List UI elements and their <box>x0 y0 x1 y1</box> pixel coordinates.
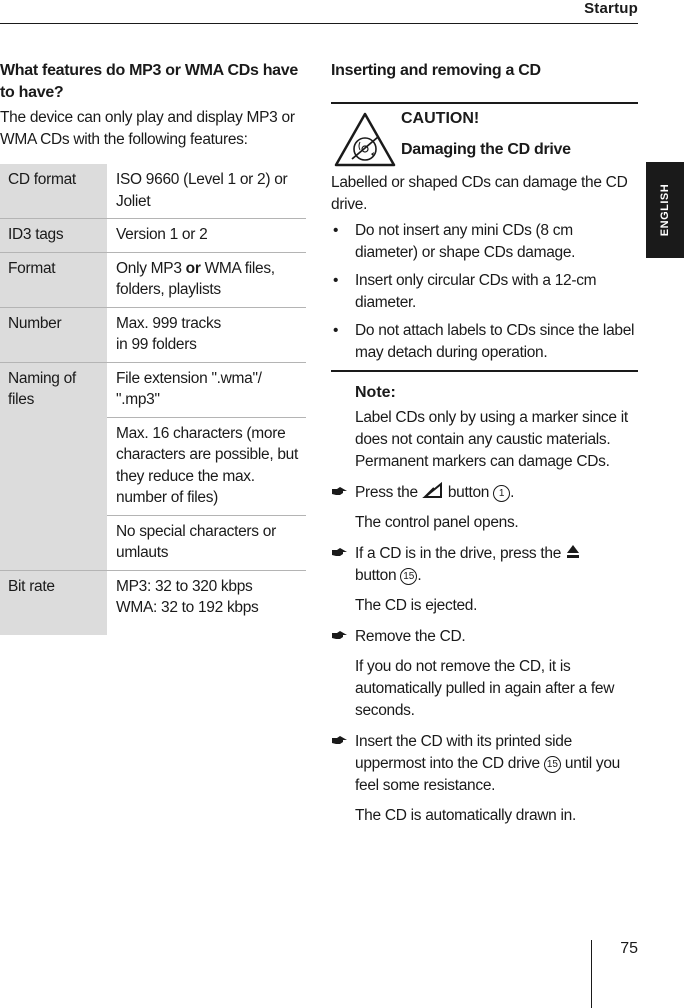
note-title: Note: <box>355 384 396 401</box>
features-intro: The device can only play and display MP3 or WMA CDs with the following features: <box>0 109 295 148</box>
step-result: The control panel opens. <box>355 514 519 531</box>
table-row <box>0 307 306 362</box>
format-pre: Only MP3 <box>116 259 186 277</box>
step-text: Press the <box>355 484 418 501</box>
table-value <box>107 307 306 362</box>
pointing-hand-icon <box>331 735 349 747</box>
value-line: WMA: 32 to 192 kbps <box>116 599 259 616</box>
step-result: The CD is automatically drawn in. <box>355 807 576 824</box>
eject-icon <box>565 543 581 560</box>
note-text: Label CDs only by using a marker since it does not contain any caustic materials. Permanent markers can damage CDs. <box>355 409 628 470</box>
step-result: If you do not remove the CD, it is automatically pulled in again after a few seconds. <box>355 658 615 719</box>
step-text: button <box>447 484 490 501</box>
ref-number: 1 <box>493 485 510 502</box>
table-key: CD format <box>0 164 107 219</box>
list-item: • Do not attach labels to CDs since the label may detach during operation. <box>331 320 638 364</box>
table-key: Bit rate <box>0 570 107 635</box>
pointing-hand-icon <box>331 547 349 559</box>
caution-bullets <box>331 220 638 364</box>
value-line: in 99 folders <box>116 336 197 353</box>
caution-title: CAUTION! <box>401 110 480 127</box>
table-value <box>107 252 306 307</box>
features-table <box>0 164 306 635</box>
page-number: 75 <box>620 940 638 957</box>
pointing-hand-icon <box>331 630 349 642</box>
cd-heading: Inserting and removing a CD <box>331 62 541 79</box>
right-column <box>331 60 638 827</box>
left-column <box>0 60 306 635</box>
table-key: Naming of files <box>0 362 107 570</box>
step-insert <box>331 731 638 797</box>
value-line: MP3: 32 to 320 kbps <box>116 577 253 595</box>
table-row <box>0 219 306 253</box>
list-item: • Do not insert any mini CDs (8 cm diameter) or shape CDs damage. <box>331 220 638 264</box>
table-value: File extension ".wma"/ ".mp3" <box>107 362 306 417</box>
page-header-title: Startup <box>584 0 638 17</box>
table-row <box>0 362 306 417</box>
pointing-hand-icon <box>331 486 349 498</box>
open-panel-icon <box>422 482 444 499</box>
caution-bottom-rule <box>331 370 638 372</box>
language-tab-label: ENGLISH <box>659 183 671 237</box>
footer-rule <box>591 940 592 1008</box>
ref-number: 15 <box>544 756 561 773</box>
step-text: Remove the CD. <box>355 628 466 645</box>
note-block <box>331 382 638 473</box>
table-key: ID3 tags <box>0 219 107 253</box>
ref-number: 15 <box>400 568 417 585</box>
step-remove <box>331 626 638 648</box>
caution-box <box>331 104 638 172</box>
value-line: Max. 999 tracks <box>116 314 221 332</box>
table-row <box>0 164 306 219</box>
table-row <box>0 252 306 307</box>
step-text: Insert the CD with its printed side uppermost into the CD drive <box>355 733 572 772</box>
language-tab <box>646 162 684 258</box>
step-text: If a CD is in the drive, press the <box>355 545 562 562</box>
table-key: Number <box>0 307 107 362</box>
warning-cd-icon <box>334 112 396 167</box>
step-eject: If a CD is in the drive, press the button 15 . <box>331 543 638 587</box>
list-item: • Insert only circular CDs with a 12-cm diameter. <box>331 270 638 314</box>
table-value: No special characters or umlauts <box>107 515 306 570</box>
caution-text: Labelled or shaped CDs can damage the CD drive. <box>331 174 628 213</box>
step-press-open: Press the button 1 . <box>331 482 638 504</box>
table-value: Max. 16 characters (more characters are possible, but they reduce the max. number of files) <box>107 417 306 515</box>
step-text: until you feel some resistance. <box>355 755 620 794</box>
caution-subtitle: Damaging the CD drive <box>401 141 571 158</box>
table-row <box>0 570 306 635</box>
table-value: Version 1 or 2 <box>107 219 306 253</box>
format-post: WMA files, folders, playlists <box>116 259 275 298</box>
header-rule <box>0 23 638 24</box>
table-value <box>107 570 306 635</box>
step-text: button <box>355 567 397 584</box>
step-result: The CD is ejected. <box>355 597 478 614</box>
table-key: Format <box>0 252 107 307</box>
features-heading: What features do MP3 or WMA CDs have to have? <box>0 62 298 101</box>
table-value: ISO 9660 (Level 1 or 2) or Joliet <box>107 164 306 219</box>
format-or: or <box>185 259 201 277</box>
